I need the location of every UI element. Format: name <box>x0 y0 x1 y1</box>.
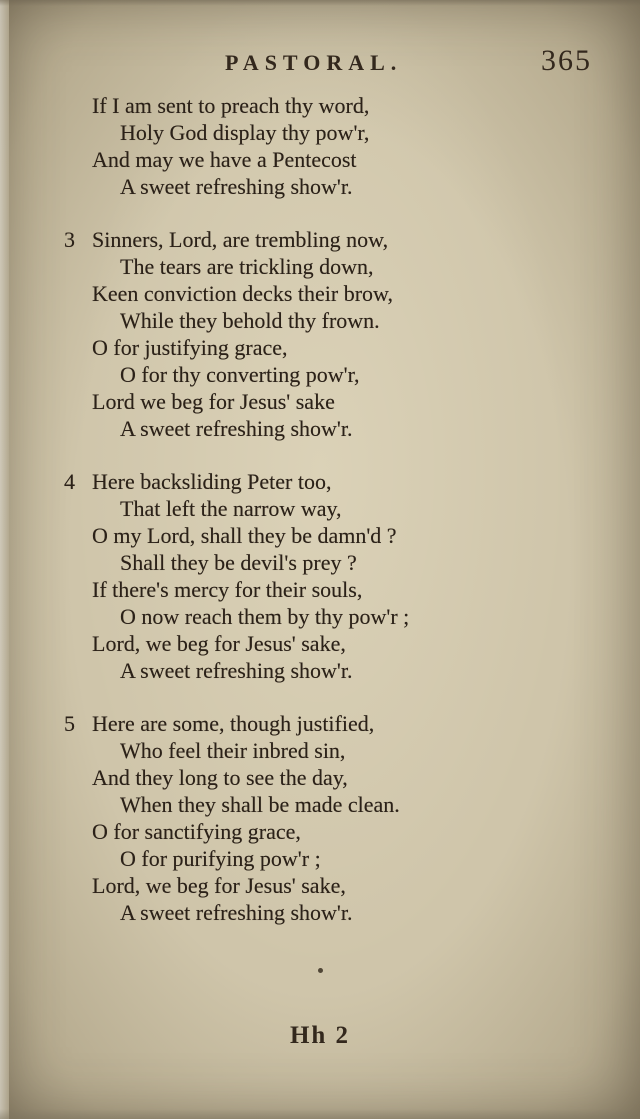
stanza <box>64 226 572 442</box>
hymn-line: Lord, we beg for Jesus' sake, <box>92 631 346 656</box>
hymn-line: O for thy converting pow'r, <box>120 362 360 387</box>
hymn-line: O for justifying grace, <box>92 335 288 360</box>
hymn-line: O for sanctifying grace, <box>92 819 301 844</box>
hymn-line-text: Here are some, though justified, <box>92 711 375 736</box>
hymn-line-text: Here backsliding Peter too, <box>92 469 332 494</box>
scan-edge-top <box>0 0 640 6</box>
running-head: PASTORAL. <box>225 50 403 75</box>
page-number: 365 <box>541 44 592 77</box>
hymn-line <box>64 468 572 495</box>
hymn-line: A sweet refreshing show'r. <box>120 416 353 441</box>
hymn-line: Holy God display thy pow'r, <box>120 120 370 145</box>
hymn-line: O my Lord, shall they be damn'd ? <box>92 523 397 548</box>
hymn-line <box>64 710 572 737</box>
hymn-line: Shall they be devil's prey ? <box>120 550 357 575</box>
signature-mark: Hh 2 <box>289 1022 351 1049</box>
hymn-line: O now reach them by thy pow'r ; <box>120 604 410 629</box>
hymn-line: Lord, we beg for Jesus' sake, <box>92 873 346 898</box>
hymn-line: A sweet refreshing show'r. <box>120 174 353 199</box>
hymn-line: The tears are trickling down, <box>120 254 374 279</box>
stanza <box>64 468 572 684</box>
hymn-line: A sweet refreshing show'r. <box>120 900 353 925</box>
hymn-line: When they shall be made clean. <box>120 792 400 817</box>
scan-edge-left <box>0 0 9 1119</box>
ink-speck <box>318 968 323 973</box>
hymn-line: O for purifying pow'r ; <box>120 846 321 871</box>
hymn-line-text: Sinners, Lord, are trembling now, <box>92 227 389 252</box>
page-header <box>0 44 640 80</box>
hymn-line: A sweet refreshing show'r. <box>120 658 353 683</box>
scan-edge-bottom <box>0 1109 640 1119</box>
hymn-text-block <box>64 92 572 952</box>
stanza-number: 3 <box>64 227 75 252</box>
hymn-line: While they behold thy frown. <box>120 308 380 333</box>
hymn-line: If I am sent to preach thy word, <box>92 93 370 118</box>
hymn-line: And may we have a Pentecost <box>92 147 357 172</box>
stanza-number: 4 <box>64 469 75 494</box>
hymn-line: And they long to see the day, <box>92 765 348 790</box>
hymn-line: Lord we beg for Jesus' sake <box>92 389 335 414</box>
stanza-number: 5 <box>64 711 75 736</box>
stanza <box>64 710 572 926</box>
hymn-line: That left the narrow way, <box>120 496 342 521</box>
hymn-line: Who feel their inbred sin, <box>120 738 346 763</box>
hymn-line <box>64 226 572 253</box>
stanza <box>92 92 572 200</box>
hymn-line: Keen conviction decks their brow, <box>92 281 393 306</box>
hymn-line: If there's mercy for their souls, <box>92 577 363 602</box>
